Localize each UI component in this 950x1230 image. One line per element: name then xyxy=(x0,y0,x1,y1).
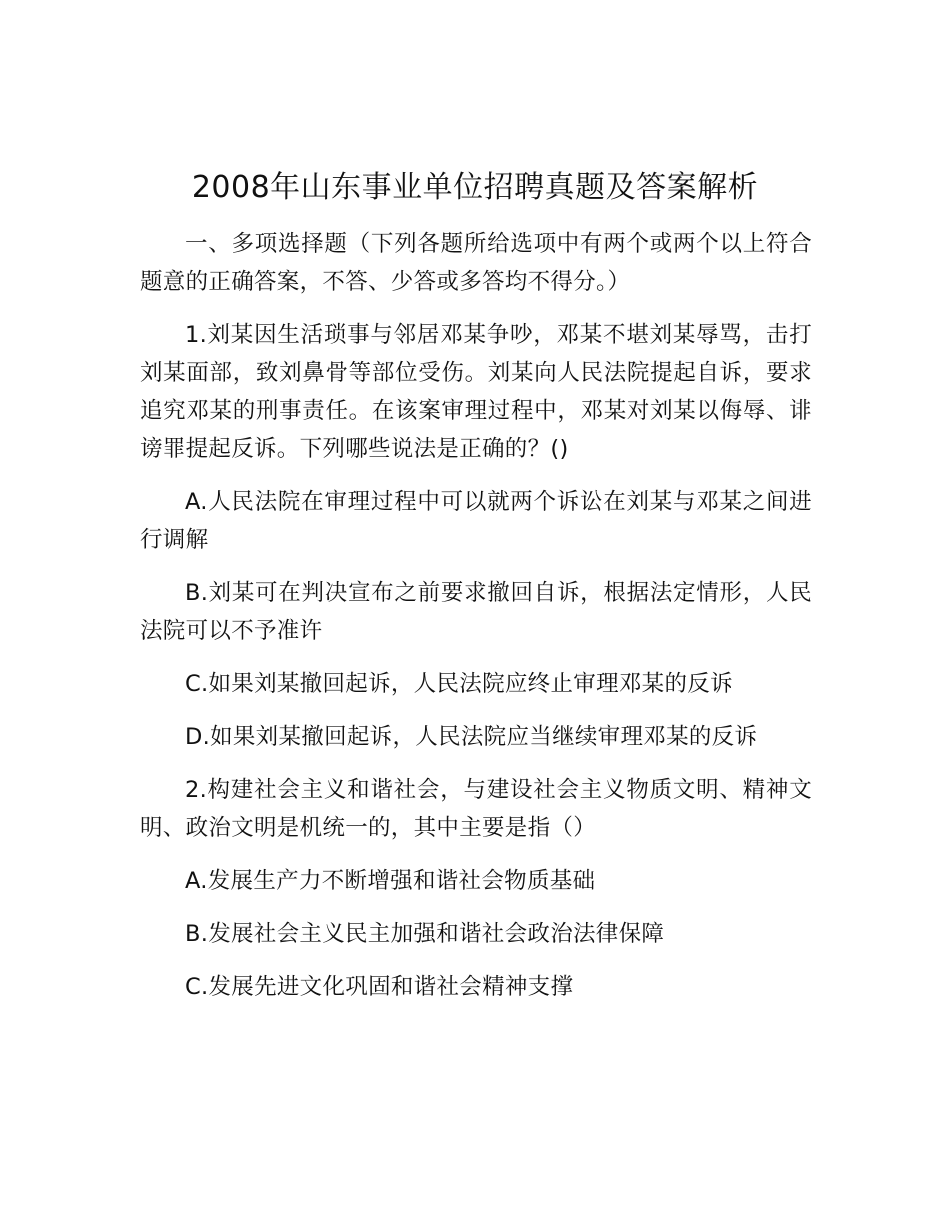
question-1-option-d: D.如果刘某撤回起诉，人民法院应当继续审理邓某的反诉 xyxy=(185,724,758,750)
question-1-option-c: C.如果刘某撤回起诉，人民法院应终止审理邓某的反诉 xyxy=(185,671,733,697)
section-heading: 一、多项选择题（下列各题所给选项中有两个或两个以上符合题意的正确答案，不答、少答或多答均不得分。） xyxy=(140,231,812,295)
question-1-option-b: B.刘某可在判决宣布之前要求撤回自诉，根据法定情形，人民法院可以不予准许 xyxy=(140,580,812,644)
document-title: 2008年山东事业单位招聘真题及答案解析 xyxy=(191,170,759,205)
document-body xyxy=(140,225,812,1021)
question-2-stem: 2.构建社会主义和谐社会，与建设社会主义物质文明、精神文明、政治文明是机统一的，其中主要是指（） xyxy=(140,777,812,841)
question-2-option-a: A.发展生产力不断增强和谐社会物质基础 xyxy=(185,868,596,894)
question-2-option-c: C.发展先进文化巩固和谐社会精神支撑 xyxy=(185,974,574,1000)
question-1-option-a: A.人民法院在审理过程中可以就两个诉讼在刘某与邓某之间进行调解 xyxy=(140,489,812,553)
question-2-option-b: B.发展社会主义民主加强和谐社会政治法律保障 xyxy=(185,921,665,947)
question-1-stem: 1.刘某因生活琐事与邻居邓某争吵，邓某不堪刘某辱骂，击打刘某面部，致刘鼻骨等部位受伤。刘某向人民法院提起自诉，要求追究邓某的刑事责任。在该案审理过程中，邓某对刘某以侮辱、诽谤罪提起反诉。下列哪些说法是正确的？() xyxy=(140,322,812,462)
